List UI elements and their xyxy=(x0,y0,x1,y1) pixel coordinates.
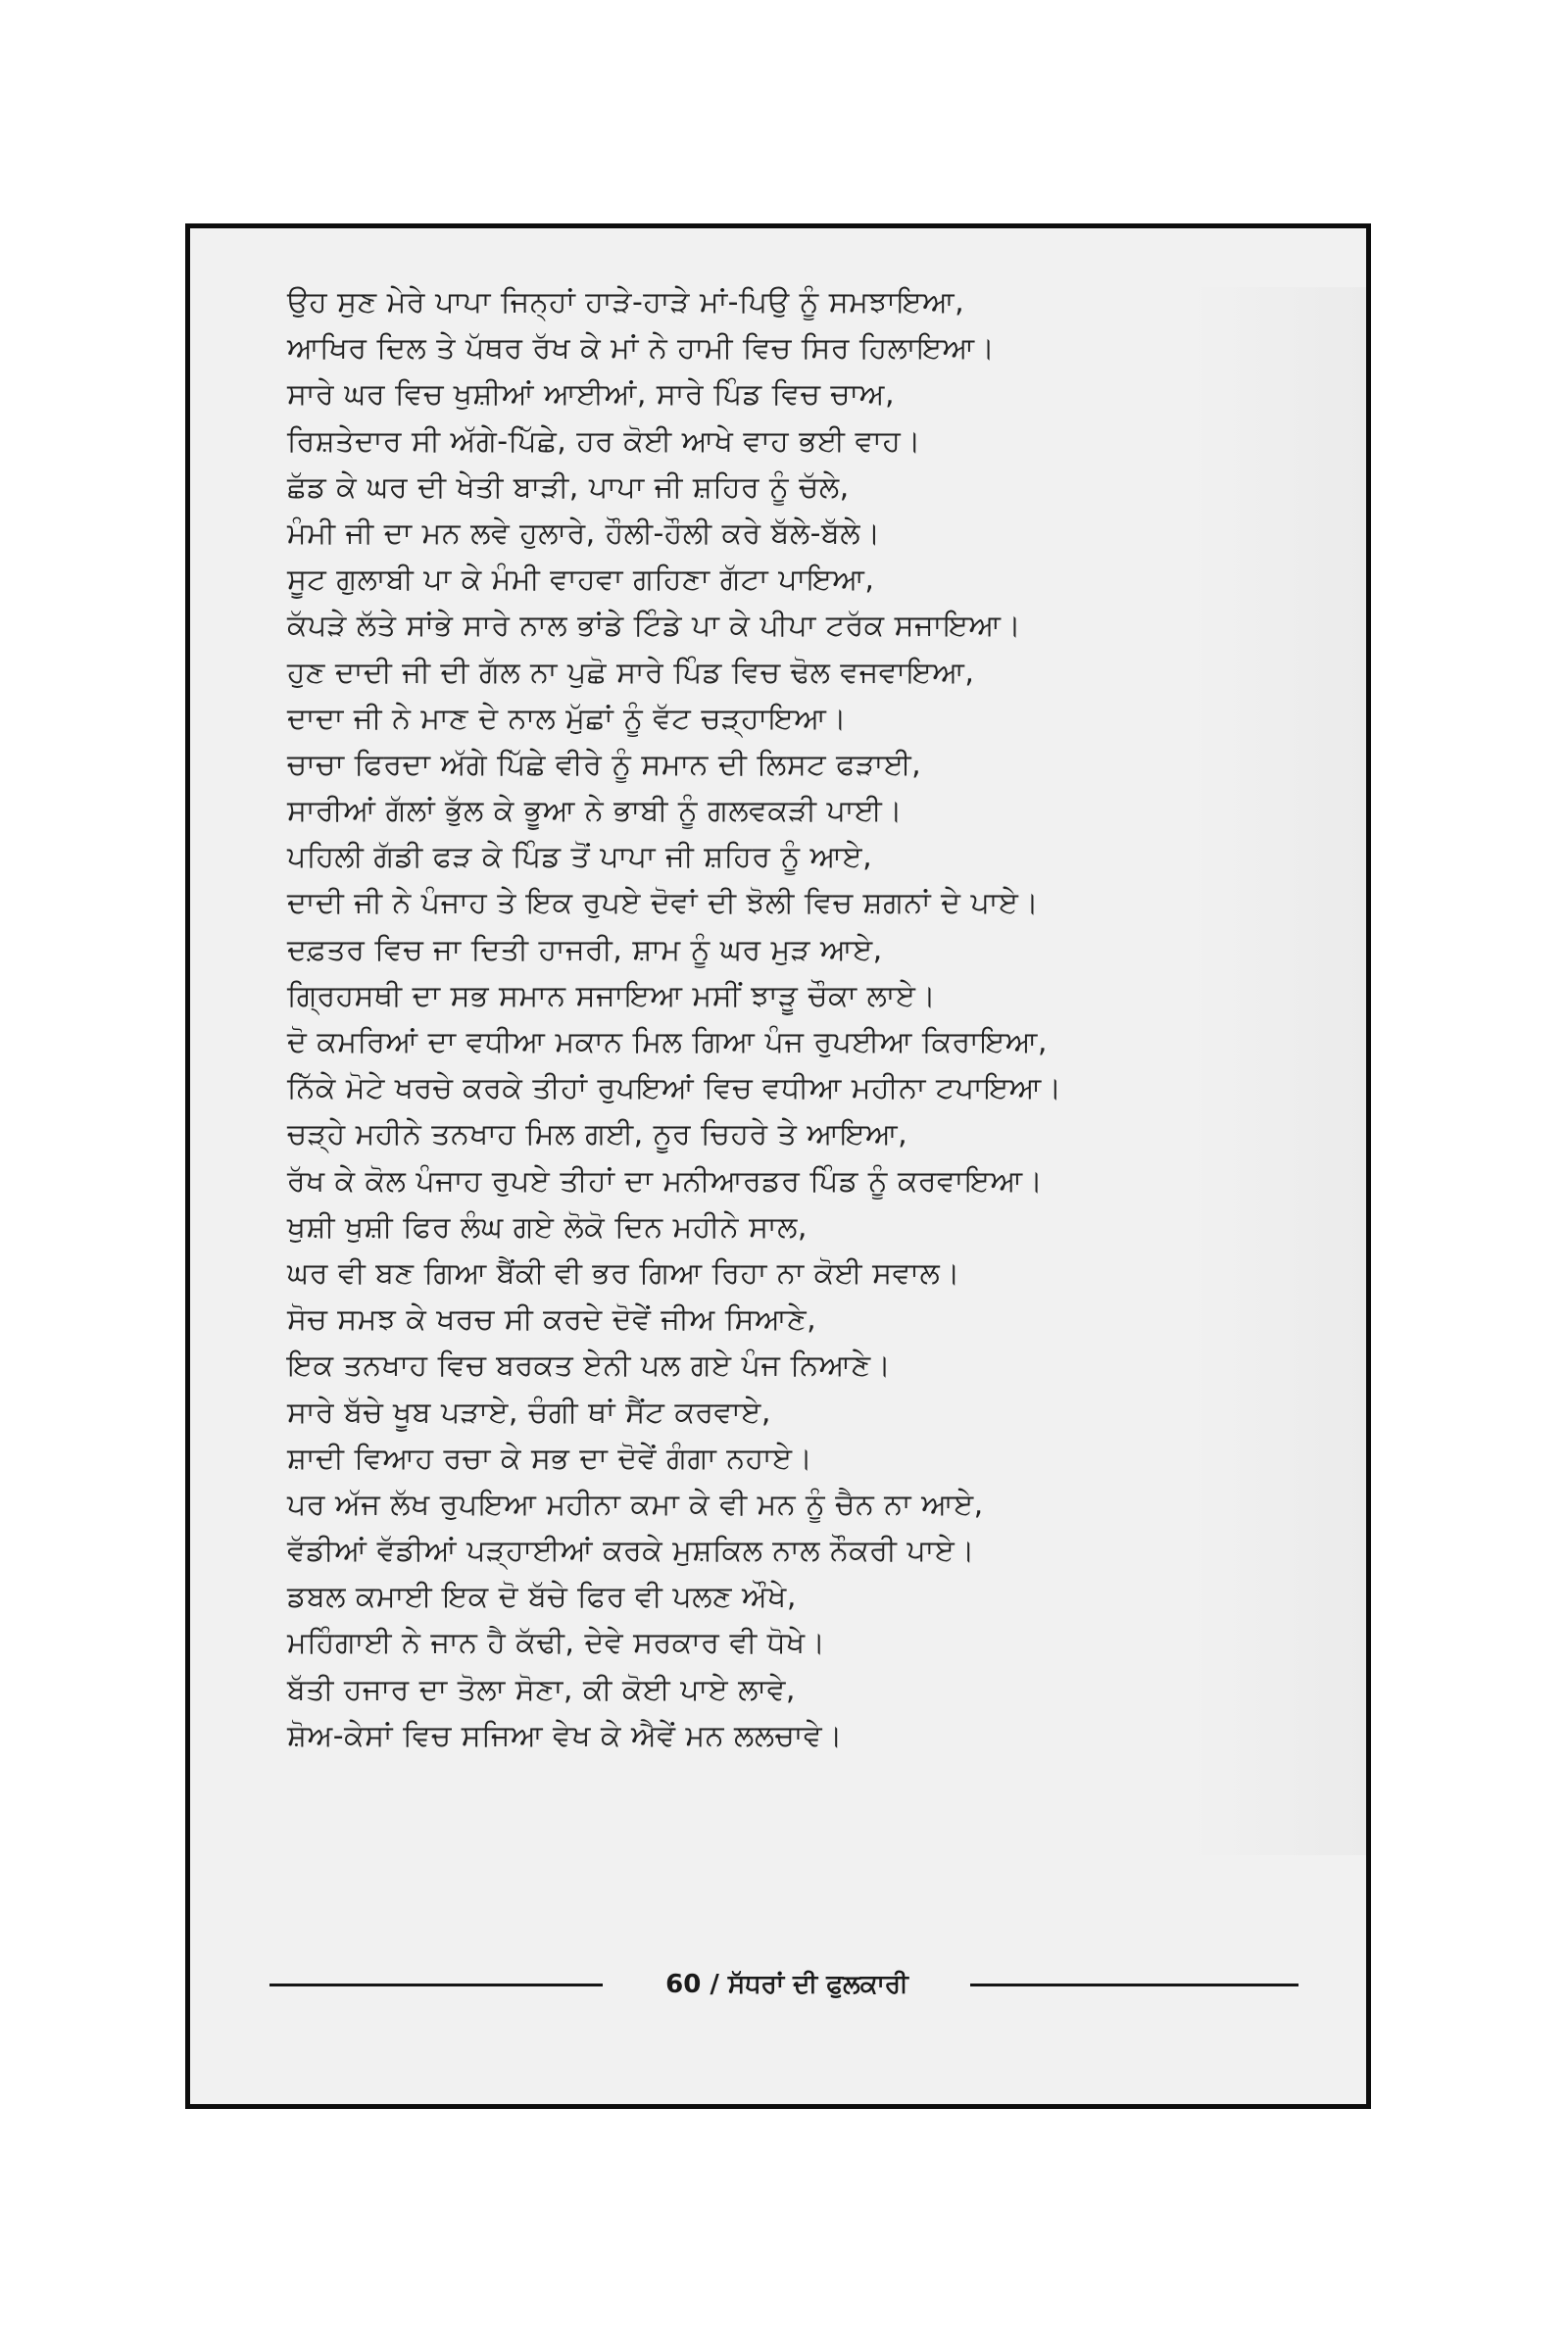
poem-line: ਚੜ੍ਹੇ ਮਹੀਨੇ ਤਨਖਾਹ ਮਿਲ ਗਈ, ਨੂਰ ਚਿਹਰੇ ਤੇ ਆਇਆ, xyxy=(287,1117,908,1152)
footer-rule-left xyxy=(270,1984,603,1986)
poem-line: ਖੁਸ਼ੀ ਖੁਸ਼ੀ ਫਿਰ ਲੰਘ ਗਏ ਲੋਕੋ ਦਿਨ ਮਹੀਨੇ ਸਾਲ, xyxy=(287,1209,808,1245)
poem-line: ਛੱਡ ਕੇ ਘਰ ਦੀ ਖੇਤੀ ਬਾੜੀ, ਪਾਪਾ ਜੀ ਸ਼ਹਿਰ ਨੂੰ ਚੱਲੇ, xyxy=(287,469,850,505)
poem-line: ਦੋ ਕਮਰਿਆਂ ਦਾ ਵਧੀਆ ਮਕਾਨ ਮਿਲ ਗਿਆ ਪੰਜ ਰੁਪਈਆ ਕਿਰਾਇਆ, xyxy=(287,1025,1048,1059)
poem-line: ਸ਼ੋਅ-ਕੇਸਾਂ ਵਿਚ ਸਜਿਆ ਵੇਖ ਕੇ ਐਵੇਂ ਮਨ ਲਲਚਾਵੇ। xyxy=(287,1718,843,1753)
poem-line: ਸਾਰੀਆਂ ਗੱਲਾਂ ਭੁੱਲ ਕੇ ਭੂਆ ਨੇ ਭਾਬੀ ਨੂੰ ਗਲਵਕੜੀ ਪਾਈ। xyxy=(287,794,904,829)
poem-line: ਦਫ਼ਤਰ ਵਿਚ ਜਾ ਦਿਤੀ ਹਾਜਰੀ, ਸ਼ਾਮ ਨੂੰ ਘਰ ਮੁੜ ਆਏ, xyxy=(287,932,883,967)
poem-line: ਦਾਦਾ ਜੀ ਨੇ ਮਾਣ ਦੇ ਨਾਲ ਮੁੱਛਾਂ ਨੂੰ ਵੱਟ ਚੜ੍ਹਾਇਆ। xyxy=(287,701,848,736)
poem-line: ਵੱਡੀਆਂ ਵੱਡੀਆਂ ਪੜ੍ਹਾਈਆਂ ਕਰਕੇ ਮੁਸ਼ਕਿਲ ਨਾਲ ਨੌਕਰੀ ਪਾਏ। xyxy=(287,1534,976,1569)
poem-line: ਇਕ ਤਨਖਾਹ ਵਿਚ ਬਰਕਤ ਏਨੀ ਪਲ ਗਏ ਪੰਜ ਨਿਆਣੇ। xyxy=(287,1348,892,1384)
page-number-and-book-title: 60 / ਸੱਧਰਾਂ ਦੀ ਫੁਲਕਾਰੀ xyxy=(665,1970,908,1999)
poem-line: ਰੱਖ ਕੇ ਕੋਲ ਪੰਜਾਹ ਰੁਪਏ ਤੀਹਾਂ ਦਾ ਮਨੀਆਰਡਰ ਪਿੰਡ ਨੂੰ ਕਰਵਾਇਆ। xyxy=(287,1163,1044,1199)
poem-line: ਪਹਿਲੀ ਗੱਡੀ ਫੜ ਕੇ ਪਿੰਡ ਤੋਂ ਪਾਪਾ ਜੀ ਸ਼ਹਿਰ ਨੂੰ ਆਏ, xyxy=(287,840,873,875)
poem-line: ਸਾਰੇ ਬੱਚੇ ਖੂਬ ਪੜਾਏ, ਚੰਗੀ ਥਾਂ ਸੈਂਟ ਕਰਵਾਏ, xyxy=(287,1395,771,1430)
poem-line: ਉਹ ਸੁਣ ਮੇਰੇ ਪਾਪਾ ਜਿਨ੍ਹਾਂ ਹਾੜੇ-ਹਾੜੇ ਮਾਂ-ਪਿਉ ਨੂੰ ਸਮਝਾਇਆ, xyxy=(287,285,965,319)
poem-line: ਮੰਮੀ ਜੀ ਦਾ ਮਨ ਲਵੇ ਹੁਲਾਰੇ, ਹੌਲੀ-ਹੌਲੀ ਕਰੇ ਬੱਲੇ-ਬੱਲੇ। xyxy=(287,515,881,551)
poem-line: ਆਖਿਰ ਦਿਲ ਤੇ ਪੱਥਰ ਰੱਖ ਕੇ ਮਾਂ ਨੇ ਹਾਮੀ ਵਿਚ ਸਿਰ ਹਿਲਾਇਆ। xyxy=(287,331,996,367)
book-page xyxy=(185,223,1371,2109)
poem-line: ਸਾਰੇ ਘਰ ਵਿਚ ਖੁਸ਼ੀਆਂ ਆਈਆਂ, ਸਾਰੇ ਪਿੰਡ ਵਿਚ ਚਾਅ, xyxy=(287,377,896,413)
poem-line: ਹੁਣ ਦਾਦੀ ਜੀ ਦੀ ਗੱਲ ਨਾ ਪੁਛੋ ਸਾਰੇ ਪਿੰਡ ਵਿਚ ਢੋਲ ਵਜਵਾਇਆ, xyxy=(287,655,975,690)
poem-line: ਮਹਿੰਗਾਈ ਨੇ ਜਾਨ ਹੈ ਕੱਢੀ, ਦੇਵੇ ਸਰਕਾਰ ਵੀ ਧੋਖੇ। xyxy=(287,1626,826,1661)
poem-line: ਕੱਪੜੇ ਲੱਤੇ ਸਾਂਭੇ ਸਾਰੇ ਨਾਲ ਭਾਂਡੇ ਟਿੰਡੇ ਪਾ ਕੇ ਪੀਪਾ ਟਰੱਕ ਸਜਾਇਆ। xyxy=(287,609,1022,644)
poem-line: ਸੋਚ ਸਮਝ ਕੇ ਖਰਚ ਸੀ ਕਰਦੇ ਦੋਵੇਂ ਜੀਅ ਸਿਆਣੇ, xyxy=(287,1302,817,1338)
poem-line: ਨਿੱਕੇ ਮੋਟੇ ਖਰਚੇ ਕਰਕੇ ਤੀਹਾਂ ਰੁਪਇਆਂ ਵਿਚ ਵਧੀਆ ਮਹੀਨਾ ਟਪਾਇਆ। xyxy=(287,1071,1062,1106)
poem-line: ਚਾਚਾ ਫਿਰਦਾ ਅੱਗੇ ਪਿੱਛੇ ਵੀਰੇ ਨੂੰ ਸਮਾਨ ਦੀ ਲਿਸਟ ਫੜਾਈ, xyxy=(287,747,922,782)
page-footer xyxy=(270,1965,1298,2004)
poem-line: ਘਰ ਵੀ ਬਣ ਗਿਆ ਬੈਂਕੀ ਵੀ ਭਰ ਗਿਆ ਰਿਹਾ ਨਾ ਕੋਈ ਸਵਾਲ। xyxy=(287,1255,960,1291)
poem-line: ਦਾਦੀ ਜੀ ਨੇ ਪੰਜਾਹ ਤੇ ਇਕ ਰੁਪਏ ਦੋਵਾਂ ਦੀ ਝੋਲੀ ਵਿਚ ਸ਼ਗਨਾਂ ਦੇ ਪਾਏ। xyxy=(287,886,1040,921)
poem-line: ਗ੍ਰਿਹਸਥੀ ਦਾ ਸਭ ਸਮਾਨ ਸਜਾਇਆ ਮਸੀਂ ਝਾੜੂ ਚੌਕਾ ਲਾਏ। xyxy=(287,978,937,1013)
poem-line: ਬੱਤੀ ਹਜਾਰ ਦਾ ਤੋਲਾ ਸੋਣਾ, ਕੀ ਕੋਈ ਪਾਏ ਲਾਵੇ, xyxy=(287,1672,796,1707)
poem-line: ਡਬਲ ਕਮਾਈ ਇਕ ਦੋ ਬੱਚੇ ਫਿਰ ਵੀ ਪਲਣ ਔਖੇ, xyxy=(287,1580,797,1615)
poem-line: ਪਰ ਅੱਜ ਲੱਖ ਰੁਪਇਆ ਮਹੀਨਾ ਕਮਾ ਕੇ ਵੀ ਮਨ ਨੂੰ ਚੈਨ ਨਾ ਆਏ, xyxy=(287,1487,984,1522)
footer-rule-right xyxy=(970,1984,1298,1986)
poem-body xyxy=(287,279,1355,1759)
poem-line: ਰਿਸ਼ਤੇਦਾਰ ਸੀ ਅੱਗੇ-ਪਿੱਛੇ, ਹਰ ਕੋਈ ਆਖੇ ਵਾਹ ਭਈ ਵਾਹ। xyxy=(287,423,921,459)
poem-line: ਸ਼ਾਦੀ ਵਿਆਹ ਰਚਾ ਕੇ ਸਭ ਦਾ ਦੋਵੇਂ ਗੰਗਾ ਨਹਾਏ। xyxy=(287,1441,813,1476)
poem-line: ਸੂਟ ਗੁਲਾਬੀ ਪਾ ਕੇ ਮੰਮੀ ਵਾਹਵਾ ਗਹਿਣਾ ਗੱਟਾ ਪਾਇਆ, xyxy=(287,563,875,598)
